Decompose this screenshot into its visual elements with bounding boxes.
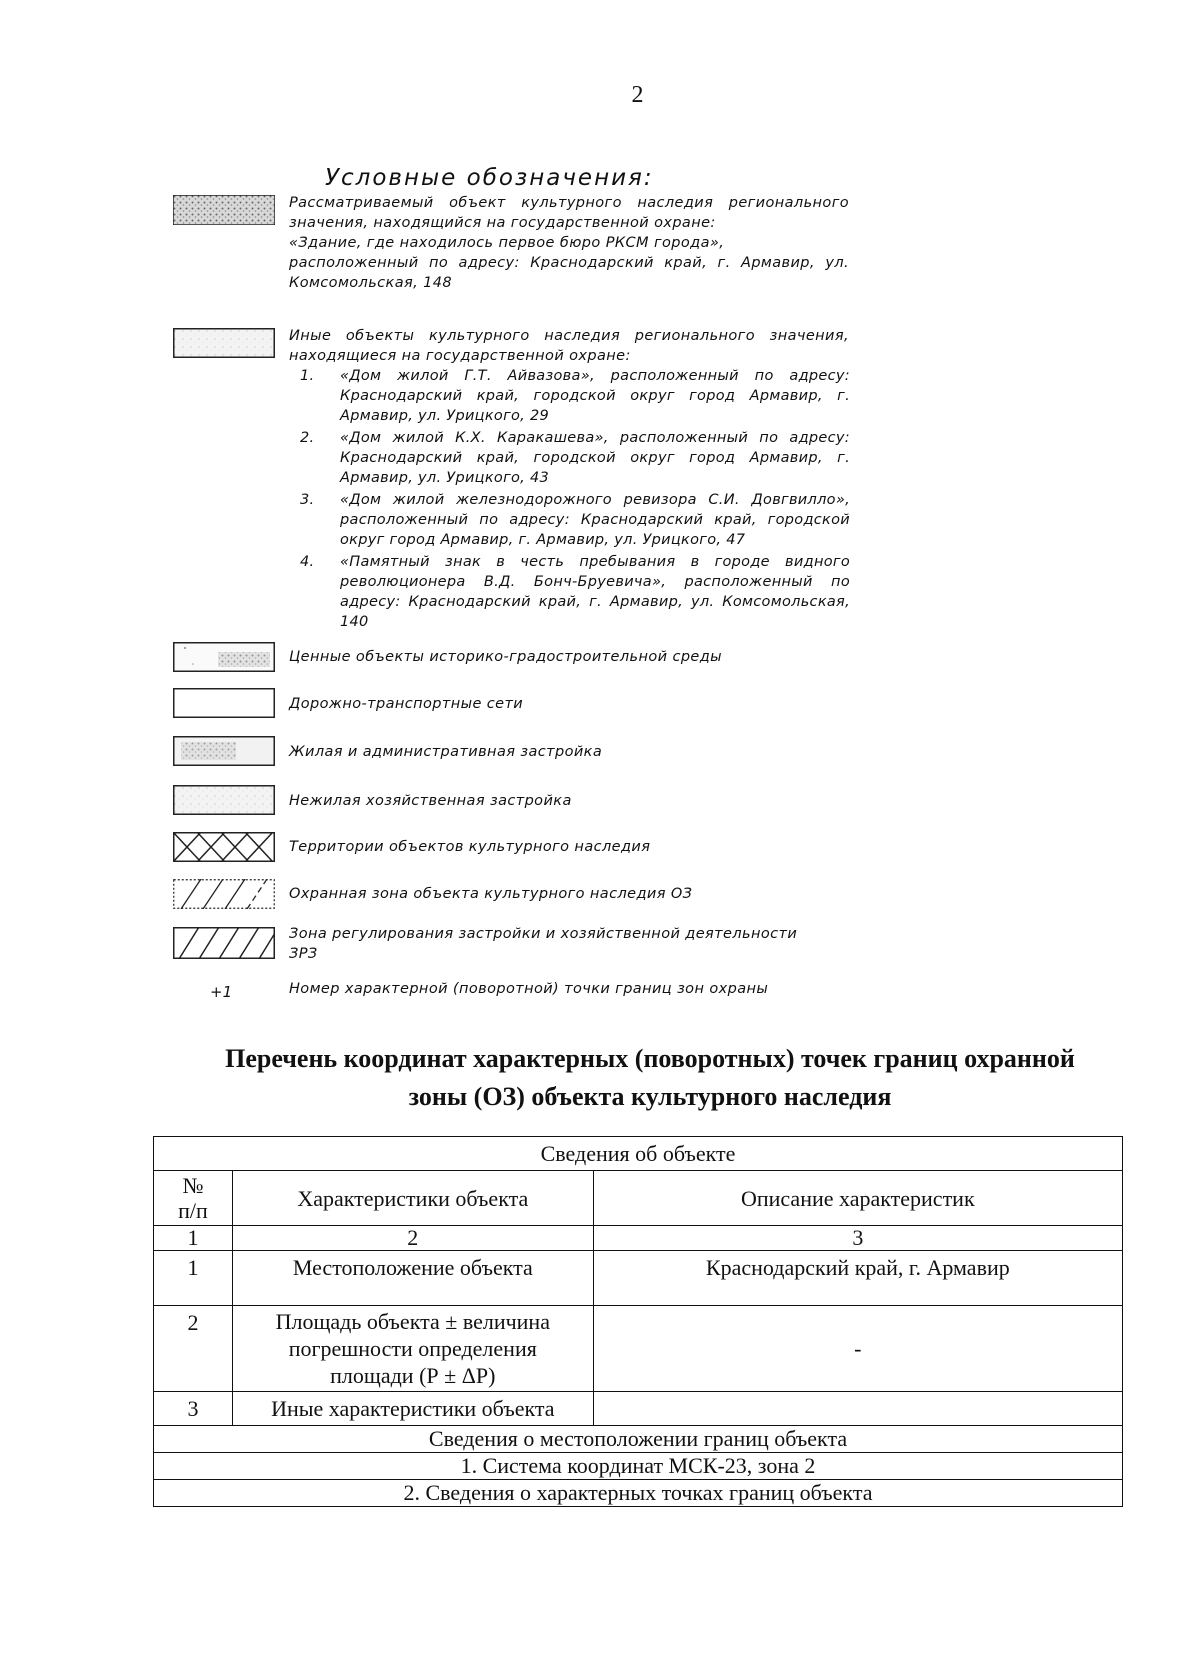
column-number: 2 — [232, 1226, 593, 1251]
list-item-text: «Дом жилой Г.Т. Айвазова», расположенный по адресу: Краснодарский край, городской округ город Армавир, г. Армавир, ул. Урицкого, 29 — [340, 368, 850, 424]
list-item-number: 2. — [300, 430, 315, 446]
table-row — [154, 1480, 1123, 1507]
legend-item-main-object — [289, 193, 849, 293]
heading-line: зоны (ОЗ) объекта культурного наследия — [408, 1082, 892, 1111]
row-number: 3 — [154, 1392, 233, 1426]
list-item-number: 1. — [300, 368, 315, 384]
header-characteristics: Характеристики объекта — [232, 1171, 593, 1226]
list-item — [300, 552, 850, 632]
legend-line: Рассматриваемый объект культурного наследия регионального — [289, 195, 849, 211]
legend-item-regulation-zone — [289, 924, 849, 964]
page-number: 2 — [631, 82, 644, 108]
legend-line: «Здание, где находилось первое бюро РКСМ города», — [289, 235, 725, 251]
table-row — [154, 1392, 1123, 1426]
list-item-number: 4. — [300, 554, 315, 570]
object-info-table — [153, 1136, 1123, 1507]
row-name: Иные характеристики объекта — [232, 1392, 593, 1426]
legend-item-residential: Жилая и административная застройка — [289, 744, 603, 760]
row-name: Местоположение объекта — [232, 1251, 593, 1306]
legend-line: расположенный по адресу: Краснодарский край, г. Армавир, ул. — [289, 255, 849, 271]
point-number-marker: +1 — [210, 983, 233, 1001]
table-section-title: Сведения об объекте — [154, 1137, 1123, 1171]
list-item-text: «Дом жилой К.Х. Каракашева», расположенный по адресу: Краснодарский край, городской округ город Армавир, г. Армавир, ул. Урицкого, 43 — [340, 430, 850, 486]
list-item-text: «Дом жилой железнодорожного ревизора С.И. Довгвилло», расположенный по адресу: Краснодарский край, городской округ город Армавир, г. Армавир, ул. Урицкого, 47 — [340, 492, 850, 548]
table-row — [154, 1453, 1123, 1480]
legend-line: Иные объекты культурного наследия регионального значения, — [289, 328, 849, 344]
table-row — [154, 1251, 1123, 1306]
header-description: Описание характеристик — [593, 1171, 1122, 1226]
legend-swatch-heritage-territories — [173, 832, 275, 862]
legend-swatch-valuable-objects — [173, 642, 275, 672]
legend-swatch-residential — [173, 736, 275, 766]
row-value: - — [593, 1306, 1122, 1392]
list-item-number: 3. — [300, 492, 315, 508]
legend-item-heritage-territories: Территории объектов культурного наследия — [289, 839, 651, 855]
table-row — [154, 1426, 1123, 1453]
table-footer-line: 2. Сведения о характерных точках границ объекта — [154, 1480, 1123, 1507]
header-number: № п/п — [154, 1171, 233, 1226]
column-number: 3 — [593, 1226, 1122, 1251]
legend-item-other-objects — [289, 326, 849, 366]
legend-swatch-protection-zone — [173, 879, 275, 909]
legend-line: Комсомольская, 148 — [289, 275, 453, 291]
legend-line: значения, находящийся на государственной охране: — [289, 215, 716, 231]
row-value — [593, 1392, 1122, 1426]
list-item — [300, 428, 850, 488]
legend-line: Зона регулирования застройки и хозяйственной деятельности — [289, 926, 798, 942]
table-column-numbers-row — [154, 1226, 1123, 1251]
row-name: Площадь объекта ± величина погрешности определения площади (Р ± ΔР) — [232, 1306, 593, 1392]
legend-item-non-residential: Нежилая хозяйственная застройка — [289, 793, 572, 809]
table-header-row — [154, 1171, 1123, 1226]
list-item-text: «Памятный знак в честь пребывания в городе видного революционера В.Д. Бонч-Бруевича», расположенный по адресу: Краснодарский край, г. Армавир, ул. Комсомольская, 140 — [340, 554, 850, 630]
table-footer-line: Сведения о местоположении границ объекта — [154, 1426, 1123, 1453]
table-row — [154, 1306, 1123, 1392]
table-footer-line: 1. Система координат МСК-23, зона 2 — [154, 1453, 1123, 1480]
legend-line: находящиеся на государственной охране: — [289, 348, 631, 364]
row-number: 2 — [154, 1306, 233, 1392]
legend-line: ЗРЗ — [289, 946, 318, 962]
legend-swatch-road-networks — [173, 688, 275, 718]
column-number: 1 — [154, 1226, 233, 1251]
row-value: Краснодарский край, г. Армавир — [593, 1251, 1122, 1306]
legend-item-road-networks: Дорожно-транспортные сети — [289, 696, 524, 712]
legend-item-point-number: Номер характерной (поворотной) точки границ зон охраны — [289, 981, 769, 997]
legend-swatch-regulation-zone — [173, 927, 275, 959]
legend-swatch-non-residential — [173, 785, 275, 815]
coordinates-list-heading — [150, 1040, 1150, 1116]
legend-item-protection-zone: Охранная зона объекта культурного наследия ОЗ — [289, 886, 693, 902]
row-number: 1 — [154, 1251, 233, 1306]
legend-swatch-main-object — [173, 195, 275, 225]
legend-item-valuable-objects: Ценные объекты историко-градостроительной среды — [289, 649, 723, 665]
table-row — [154, 1137, 1123, 1171]
list-item — [300, 366, 850, 426]
legend-title: Условные обозначения: — [325, 165, 654, 191]
legend-swatch-other-objects — [173, 328, 275, 358]
list-item — [300, 490, 850, 550]
heading-line: Перечень координат характерных (поворотных) точек границ охранной — [225, 1044, 1075, 1073]
other-objects-list — [300, 366, 850, 632]
